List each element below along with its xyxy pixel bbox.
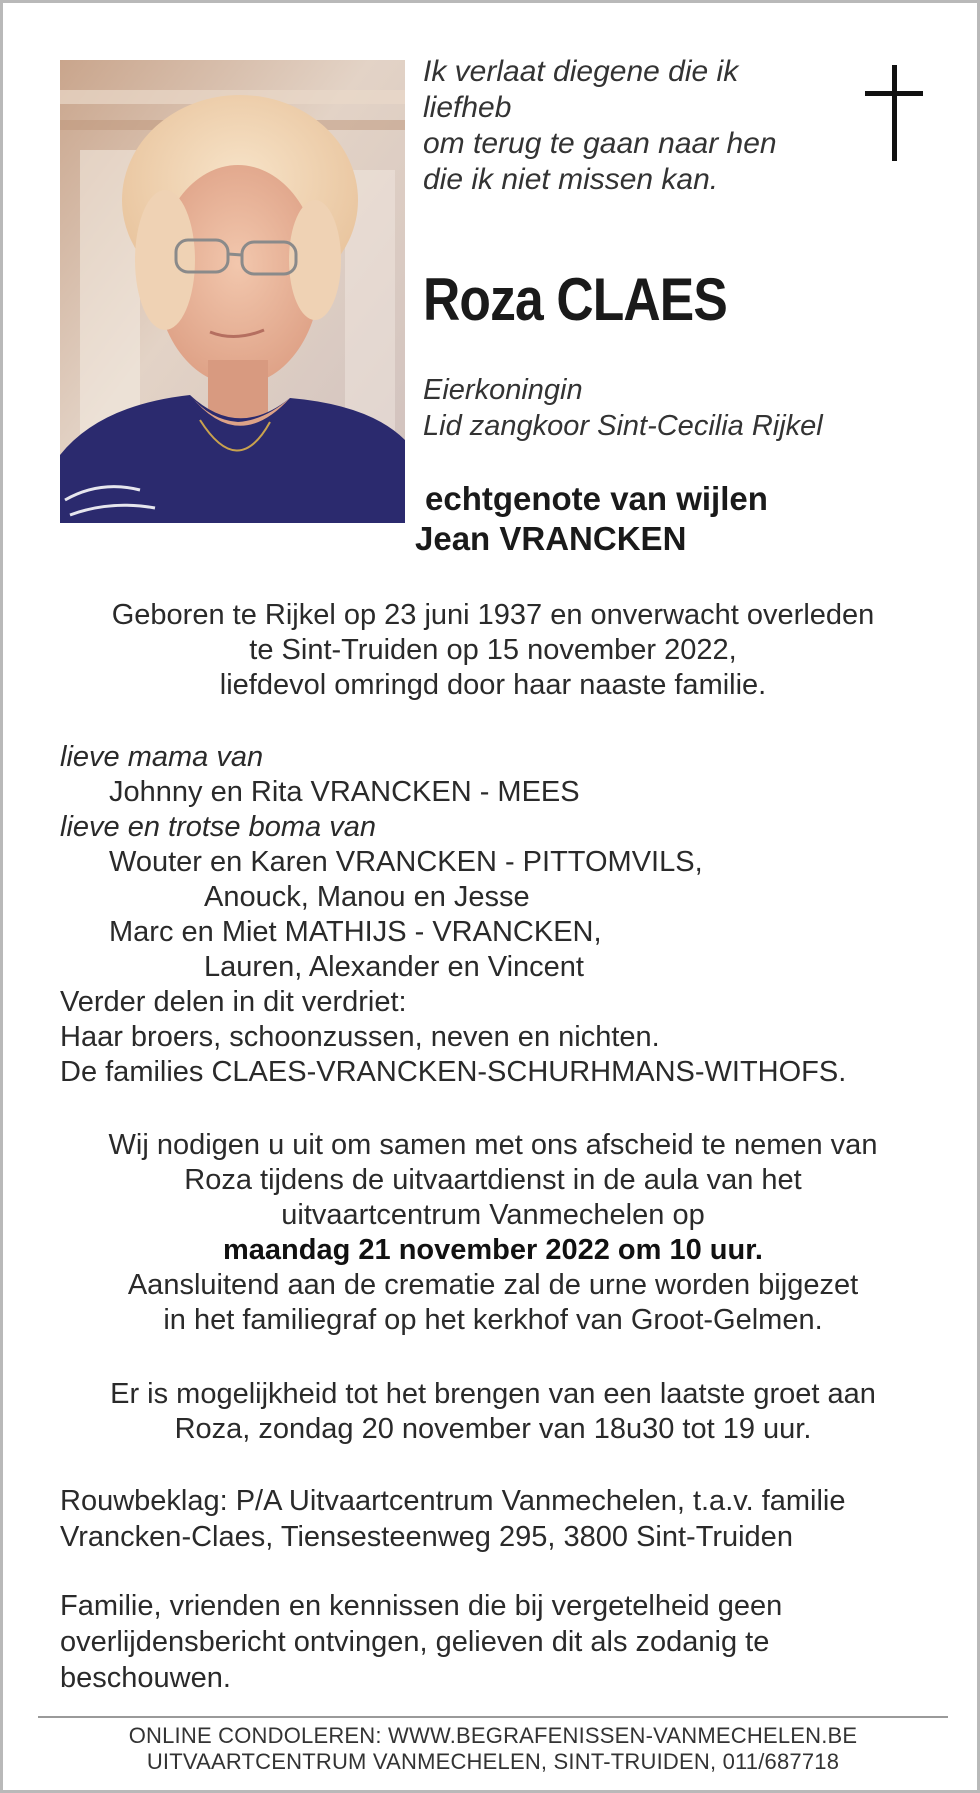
poem-line: Ik verlaat diegene die ik bbox=[423, 55, 739, 88]
poem bbox=[423, 54, 823, 198]
role-line: Eierkoningin bbox=[423, 374, 583, 406]
role-line: Lid zangkoor Sint-Cecilia Rijkel bbox=[423, 410, 823, 442]
visitation-text bbox=[43, 1377, 943, 1447]
spouse-line: echtgenote van wijlen bbox=[425, 480, 768, 517]
text-line: Roza, zondag 20 november van 18u30 tot 19 uur. bbox=[174, 1413, 812, 1445]
grandchild-family-line: Wouter en Karen VRANCKEN - PITTOMVILS, bbox=[109, 846, 703, 878]
text-line: Rouwbeklag: P/A Uitvaartcentrum Vanmechelen, t.a.v. familie bbox=[60, 1485, 846, 1517]
spouse-name: Jean VRANCKEN bbox=[415, 520, 687, 557]
cross-icon bbox=[865, 65, 923, 161]
invitation-text bbox=[43, 1128, 943, 1338]
ceremony-date: maandag 21 november 2022 om 10 uur. bbox=[223, 1234, 763, 1266]
children-line: Johnny en Rita VRANCKEN - MEES bbox=[109, 776, 580, 808]
text-line: Geboren te Rijkel op 23 juni 1937 en onverwacht overleden bbox=[111, 599, 875, 631]
text-line: liefdevol omringd door haar naaste familie. bbox=[219, 669, 767, 701]
text-line: Er is mogelijkheid tot het brengen van een laatste groet aan bbox=[110, 1378, 876, 1410]
mama-label: lieve mama van bbox=[60, 741, 264, 773]
poem-line: liefheb bbox=[423, 91, 512, 124]
text-line: in het familiegraf op het kerkhof van Groot-Gelmen. bbox=[163, 1304, 823, 1336]
others-line: Haar broers, schoonzussen, neven en nichten. bbox=[60, 1021, 660, 1053]
text-line: beschouwen. bbox=[60, 1662, 231, 1694]
others-line: De families CLAES-VRANCKEN-SCHURHMANS-WITHOFS. bbox=[60, 1056, 847, 1088]
family-list bbox=[60, 740, 960, 1090]
boma-label: lieve en trotse boma van bbox=[60, 811, 376, 843]
others-line: Verder delen in dit verdriet: bbox=[60, 986, 407, 1018]
deceased-roles bbox=[423, 372, 943, 444]
birth-death-text bbox=[43, 598, 943, 703]
text-line: Vrancken-Claes, Tiensesteenweg 295, 3800 Sint-Truiden bbox=[60, 1521, 793, 1553]
text-line: Wij nodigen u uit om samen met ons afscheid te nemen van bbox=[108, 1129, 878, 1161]
condolence-address bbox=[60, 1483, 960, 1555]
divider bbox=[38, 1716, 948, 1718]
footer bbox=[38, 1723, 948, 1775]
deceased-name: Roza CLAES bbox=[423, 266, 727, 333]
poem-line: om terug te gaan naar hen bbox=[423, 127, 777, 160]
footer-website: ONLINE CONDOLEREN: WWW.BEGRAFENISSEN-VANMECHELEN.BE bbox=[128, 1723, 858, 1748]
text-line: uitvaartcentrum Vanmechelen op bbox=[281, 1199, 705, 1231]
spouse-block bbox=[415, 479, 895, 559]
grandchild-family-line: Marc en Miet MATHIJS - VRANCKEN, bbox=[109, 916, 602, 948]
text-line: Aansluitend aan de crematie zal de urne worden bijgezet bbox=[127, 1269, 859, 1301]
text-line: te Sint-Truiden op 15 november 2022, bbox=[249, 634, 737, 666]
text-line: Familie, vrienden en kennissen die bij vergetelheid geen bbox=[60, 1590, 783, 1622]
text-line: overlijdensbericht ontvingen, gelieven dit als zodanig te bbox=[60, 1626, 770, 1658]
great-grandchildren-line: Anouck, Manou en Jesse bbox=[204, 881, 530, 913]
poem-line: die ik niet missen kan. bbox=[423, 163, 719, 196]
text-line: Roza tijdens de uitvaartdienst in de aula van het bbox=[184, 1164, 802, 1196]
great-grandchildren-line: Lauren, Alexander en Vincent bbox=[204, 951, 584, 983]
portrait-photo bbox=[60, 60, 405, 523]
footer-contact: UITVAARTCENTRUM VANMECHELEN, SINT-TRUIDEN, 011/687718 bbox=[146, 1749, 840, 1774]
notice-text bbox=[60, 1588, 960, 1696]
